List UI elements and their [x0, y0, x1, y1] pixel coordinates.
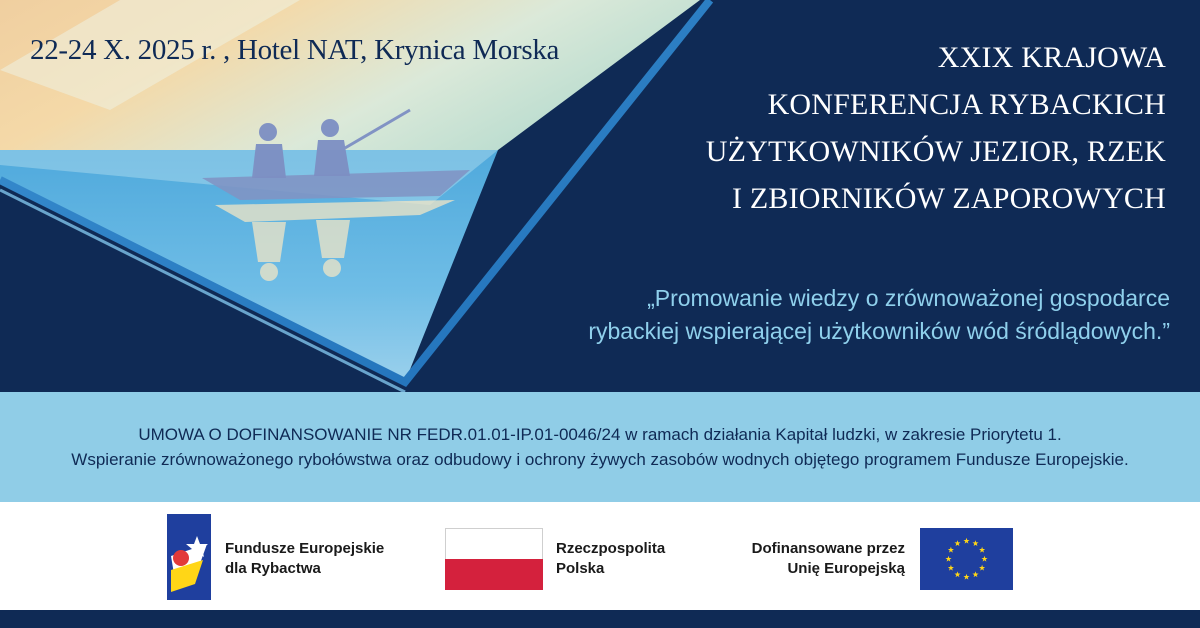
- eu-flag-icon: [920, 528, 1013, 590]
- funding-line: Wspieranie zrównoważonego rybołówstwa oraz odbudowy i ochrony żywych zasobów wodnych objętego programem Fundusze Europejskie.: [71, 450, 1129, 469]
- rp-logo-text: [556, 539, 665, 579]
- eu-logo-line: Unię Europejską: [787, 560, 905, 577]
- polish-flag-icon: [445, 528, 543, 590]
- title-line: UŻYTKOWNIKÓW JEZIOR, RZEK: [705, 135, 1166, 168]
- fundusze-europejskie-logo-icon: [167, 514, 211, 600]
- logo-strip: [0, 502, 1200, 610]
- conference-motto: [470, 282, 1170, 348]
- fe-logo-line: dla Rybactwa: [225, 560, 321, 577]
- title-line: I ZBIORNIKÓW ZAPOROWYCH: [731, 182, 1166, 215]
- rp-logo-line: Polska: [556, 560, 605, 577]
- eu-logo-text: [730, 539, 905, 579]
- fe-logo-text: [225, 539, 384, 579]
- funding-band: [0, 392, 1200, 502]
- title-line: KONFERENCJA RYBACKICH: [767, 88, 1166, 121]
- motto-line: „Promowanie wiedzy o zrównoważonej gospodarce: [647, 285, 1170, 311]
- funding-line: UMOWA O DOFINANSOWANIE NR FEDR.01.01-IP.01-0046/24 w ramach działania Kapitał ludzki, w zakresie Priorytetu 1.: [138, 425, 1062, 444]
- fe-logo-line: Fundusze Europejskie: [225, 540, 385, 557]
- eu-logo-line: Dofinansowane przez: [751, 540, 905, 557]
- funding-agreement-text: [0, 422, 1200, 472]
- title-line: XXIX KRAJOWA: [937, 41, 1166, 74]
- bottom-bar: [0, 610, 1200, 628]
- motto-line: rybackiej wspierającej użytkowników wód śródlądowych.”: [588, 318, 1170, 344]
- conference-title: [566, 34, 1166, 222]
- event-date-location: 22-24 X. 2025 r. , Hotel NAT, Krynica Morska: [30, 34, 560, 66]
- rp-logo-line: Rzeczpospolita: [556, 540, 666, 557]
